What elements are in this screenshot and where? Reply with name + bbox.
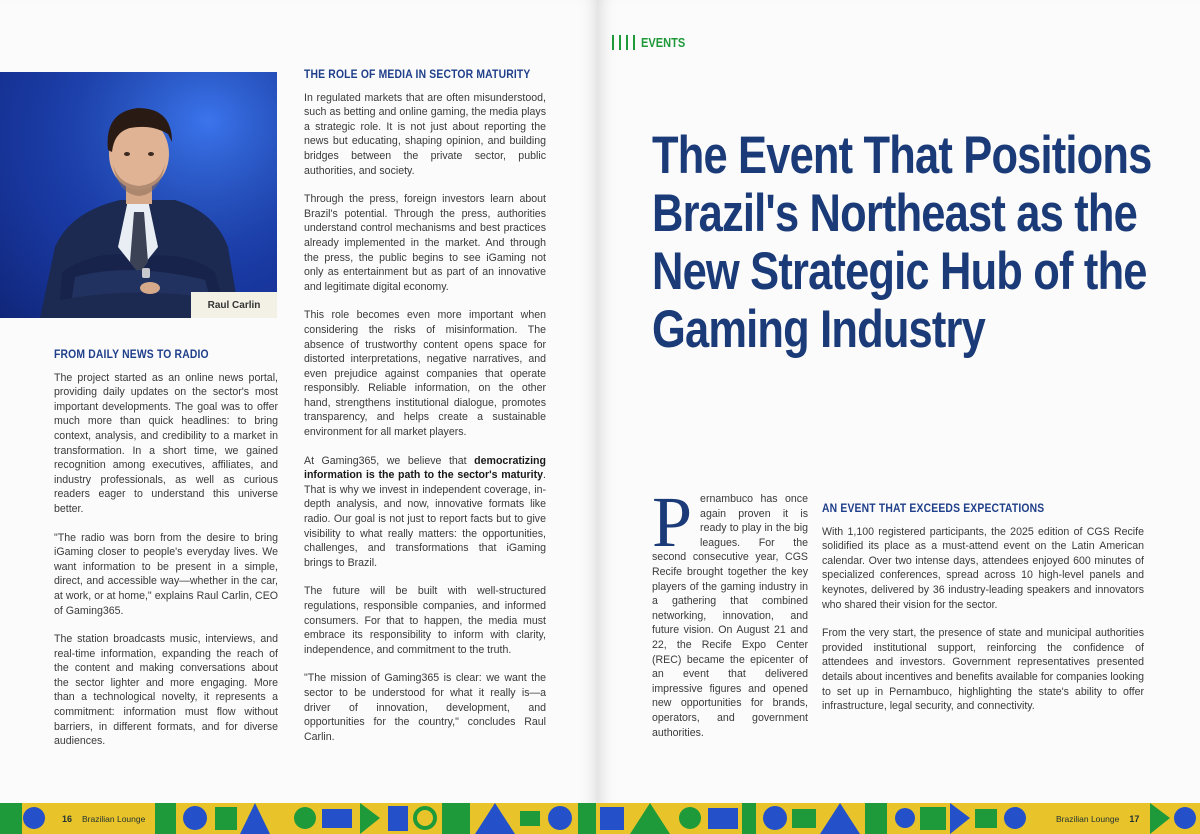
folio-right [1046, 803, 1149, 834]
magazine-name: Brazilian Lounge [1056, 813, 1120, 824]
magazine-name: Brazilian Lounge [82, 813, 146, 824]
paragraph: The project started as an online news portal, providing daily updates on the sector's most important developments. The goal was to offer much more than quick headlines: to bring context, analysis, and credibility to a market in transformation. In a short time, we gained recognition among executives, affiliates, and industry professionals, as well as curious readers eager to understand this universe better. [54, 371, 278, 515]
pattern-strip [0, 803, 1200, 834]
column-right [304, 68, 546, 758]
paragraph: With 1,100 registered participants, the 2025 edition of CGS Recife solidified its place as a must-attend event on the Latin American calendar. Over two intense days, attendees enjoyed 600 minutes of specialized conferences, spread across 10 high-level panels and keynotes, delivered by 36 industry-leading speakers and innovators who shared their vision for the sector. [822, 525, 1144, 611]
photo-caption: Raul Carlin [191, 292, 277, 318]
section-heading-radio: FROM DAILY NEWS TO RADIO [54, 349, 209, 361]
folio-left [52, 803, 155, 834]
portrait-photo [0, 72, 277, 318]
paragraph: Through the press, foreign investors learn about Brazil's potential. Through the press, authorities understand control mechanisms and best practices already implemented in the market. And through the press, the public begins to see iGaming not only as entertainment but as part of an innovative and legitimate digital economy. [304, 193, 546, 293]
quote-paragraph: "The mission of Gaming365 is clear: we want the sector to be understood for what it really is—a driver of innovation, development, and opportunities for the country," concludes Raul Carlin. [304, 672, 546, 743]
tag-bars-icon [612, 35, 635, 50]
page-number: 17 [1129, 813, 1140, 824]
event-column [822, 502, 1144, 728]
paragraph: The future will be built with well-structured regulations, responsible companies, and informed consumers. For that to happen, the media must embrace its responsibility to inform with clarity, independence, and commitment to the truth. [304, 585, 546, 656]
left-page [0, 0, 598, 834]
portrait-illustration [0, 72, 277, 318]
paragraph-with-emphasis [304, 454, 546, 571]
text-run: At Gaming365, we believe that [304, 454, 475, 467]
intro-paragraph [652, 482, 808, 740]
section-heading-media: THE ROLE OF MEDIA IN SECTOR MATURITY [304, 69, 531, 81]
bold-emphasis: democratizing information is the path to the sector's maturity [304, 454, 546, 482]
section-label: EVENTS [641, 35, 686, 50]
paragraph: The station broadcasts music, interviews, and real-time information, expanding the reach of the content and making conversations about the sector lighter and more engaging. More than a technological novelty, it represents a commitment: information must flow without barriers, in different formats, and for diverse audiences. [54, 633, 278, 748]
intro-text: ernambuco has once again proven it is ready to play in the big leagues. For the second consecutive year, CGS Recife brought together the key players of the gaming industry in a gathering that combined networking, innovation, and future vision. On August 21 and 22, the Recife Expo Center (REC) became the epicenter of an event that delivered impressive figures and opened new opportunities for brands, operators, and government authorities. [652, 493, 808, 739]
page-number: 16 [62, 813, 73, 824]
paragraph: In regulated markets that are often misunderstood, such as betting and online gaming, the media plays a strategic role. It is not just about reporting the news but educating, shaping opinion, and building bridges between the private sector, public authorities, and society. [304, 91, 546, 177]
paragraph: This role becomes even more important when considering the risks of misinformation. The absence of trustworthy content opens space for distorted interpretations, negative narratives, and even prejudice against companies that operate responsibly. Reliable information, on the other hand, strengthens institutional dialogue, promotes transparency, and helps create a sustainable environment for all market players. [304, 309, 546, 439]
paragraph: From the very start, the presence of state and municipal authorities provided institutional support, reinforcing the confidence of attendees and investors. Government representatives presented details about incentives and benefits available for companies looking to set up in Pernambuco, highlighting the state's ability to offer infrastructure, legal security, and connectivity. [822, 627, 1144, 713]
intro-column [652, 482, 808, 740]
article-headline: The Event That Positions Brazil's Northeast as the New Strategic Hub of the Gaming Industry [652, 126, 1152, 359]
decorative-footer-strip [0, 803, 1200, 834]
section-tag [612, 35, 693, 50]
section-heading-expectations: AN EVENT THAT EXCEEDS EXPECTATIONS [822, 503, 1045, 515]
column-left [54, 348, 278, 763]
quote-paragraph: "The radio was born from the desire to bring iGaming closer to people's everyday lives. We want information to be present in a simple, direct, and accessible way—whether in the car, at work, or at home," explains Raul Carlin, CEO of Gaming365. [54, 531, 278, 617]
drop-cap: P [652, 482, 693, 562]
text-run: . That is why we invest in independent coverage, in-depth analysis, and now, innovative formats like radio. Our goal is not just to report facts but to give visibility to what really matters: the opportunities, challenges, and transformations that iGaming brings to Brazil. [304, 469, 546, 569]
